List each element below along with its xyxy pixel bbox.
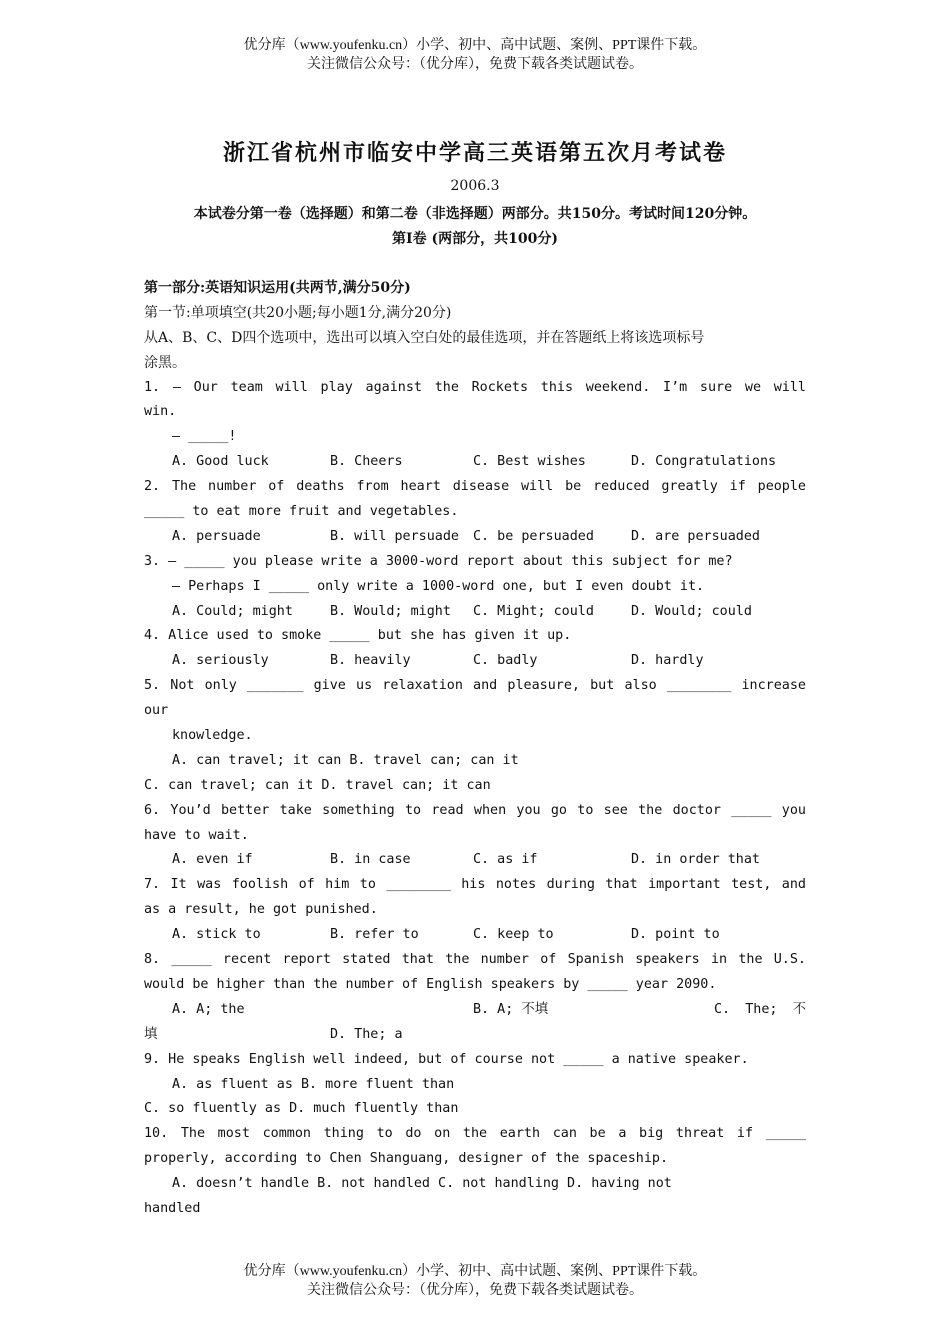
question-5-options-ab: A. can travel; it can B. travel can; can it (172, 752, 519, 768)
footer-line-1: 优分库（www.youfenku.cn）小学、初中、高中试题、案例、PPT课件下载。 (243, 1264, 707, 1279)
question-9-options-cd: C. so fluently as D. much fluently than (144, 1101, 459, 1117)
footer-line-2: 关注微信公众号：（优分库），免费下载各类试题试卷。 (307, 1283, 643, 1298)
option-d: D. Congratulations (631, 454, 777, 470)
option-d: D. are persuaded (631, 528, 760, 544)
question-2-options (144, 525, 806, 550)
question-8-options-cont (144, 1023, 806, 1048)
option-d: D. Would; could (631, 603, 752, 619)
question-8-text-cont: would be higher than the number of English speakers by _____ year 2090. (144, 976, 717, 992)
instructions-line-2: 涂黑。 (144, 354, 186, 371)
question-7-text-cont: as a result, he got punished. (144, 902, 378, 918)
question-1-reply: — _____! (172, 429, 237, 445)
option-c: C. Best wishes (473, 454, 586, 470)
question-3-text: 3. — _____ you please write a 3000-word report about this subject for me? (144, 553, 733, 569)
question-3-reply: — Perhaps I _____ only write a 1000-word one, but I even doubt it. (172, 578, 705, 594)
option-c-cont: 填 (144, 1026, 158, 1042)
option-a: A. stick to (172, 927, 261, 943)
question-10-options-cont: handled (144, 1200, 201, 1216)
exam-intro: 本试卷分第一卷（选择题）和第二卷（非选择题）两部分。共150分。考试时间120分钟。 (193, 206, 757, 222)
question-9-text: 9. He speaks English well indeed, but of course not _____ a native speaker. (144, 1051, 749, 1067)
question-7-options (144, 923, 806, 948)
question-6-text: 6. You’d better take something to read when you go to see the doctor _____ you (144, 802, 806, 818)
option-b: B. in case (330, 852, 411, 868)
header-line-2: 关注微信公众号：（优分库），免费下载各类试题试卷。 (307, 57, 643, 72)
option-c: C. The; 不 (714, 1001, 806, 1017)
option-b: B. refer to (330, 927, 419, 943)
question-3-options (144, 600, 806, 625)
question-1-options (144, 450, 806, 475)
option-b: B. will persuade (330, 528, 459, 544)
option-d: D. in order that (631, 852, 760, 868)
option-c: C. Might; could (473, 603, 594, 619)
option-a: A. even if (172, 852, 253, 868)
question-4-options (144, 649, 806, 674)
question-10-options: A. doesn’t handle B. not handled C. not handling D. having not (172, 1176, 672, 1192)
option-a: A. Could; might (172, 603, 293, 619)
option-d: D. The; a (330, 1026, 403, 1042)
question-8-options (144, 998, 806, 1023)
option-a: A. seriously (172, 653, 269, 669)
page-header (0, 36, 950, 74)
question-9-options-ab: A. as fluent as B. more fluent than (172, 1076, 455, 1092)
option-d: D. hardly (631, 653, 704, 669)
question-1-text-cont: win. (144, 404, 177, 420)
question-5-options-cd: C. can travel; can it D. travel can; it can (144, 777, 491, 793)
option-a: A. A; the (172, 1001, 245, 1017)
question-8-text: 8. _____ recent report stated that the number of Spanish speakers in the U.S. (144, 952, 806, 968)
option-a: A. persuade (172, 528, 261, 544)
question-1-text: 1. — Our team will play against the Rockets this weekend. I’m sure we will (144, 379, 806, 395)
question-4-text: 4. Alice used to smoke _____ but she has given it up. (144, 628, 572, 644)
instructions-line-1: 从A、B、C、D四个选项中，选出可以填入空白处的最佳选项，并在答题纸上将该选项标号 (144, 329, 705, 346)
part-heading: 第一部分:英语知识运用(共两节,满分50分) (144, 280, 411, 296)
option-b: B. Would; might (330, 603, 451, 619)
header-line-1: 优分库（www.youfenku.cn）小学、初中、高中试题、案例、PPT课件下载。 (243, 38, 707, 53)
volume-heading: 第Ⅰ卷 (两部分，共100分) (392, 231, 558, 247)
subsection-heading: 第一节:单项填空(共20小题;每小题1分,满分20分) (144, 304, 452, 321)
question-content (144, 276, 806, 1222)
question-5-text: 5. Not only _______ give us relaxation and pleasure, but also ________ increase (144, 678, 806, 694)
option-b: B. Cheers (330, 454, 403, 470)
option-c: C. be persuaded (473, 528, 594, 544)
question-5-text-cont: our (144, 703, 169, 719)
question-2-text-cont: _____ to eat more fruit and vegetables. (144, 504, 459, 520)
question-6-text-cont: have to wait. (144, 827, 249, 843)
option-a: A. Good luck (172, 454, 269, 470)
question-7-text: 7. It was foolish of him to ________ his notes during that important test, and (144, 877, 806, 893)
option-b: B. heavily (330, 653, 411, 669)
option-c: C. badly (473, 653, 538, 669)
question-5-text-end: knowledge. (172, 728, 253, 744)
option-c: C. keep to (473, 927, 554, 943)
page-footer (0, 1262, 950, 1300)
question-10-text-cont: properly, according to Chen Shanguang, designer of the spaceship. (144, 1151, 669, 1167)
question-2-text: 2. The number of deaths from heart disease will be reduced greatly if people (144, 479, 806, 495)
exam-title: 浙江省杭州市临安中学高三英语第五次月考试卷 (222, 140, 727, 166)
question-10-text: 10. The most common thing to do on the earth can be a big threat if _____ (144, 1126, 806, 1142)
option-c: C. as if (473, 852, 538, 868)
option-b: B. A; 不填 (473, 1001, 549, 1017)
exam-date: 2006.3 (450, 178, 500, 194)
question-6-options (144, 848, 806, 873)
option-d: D. point to (631, 927, 720, 943)
